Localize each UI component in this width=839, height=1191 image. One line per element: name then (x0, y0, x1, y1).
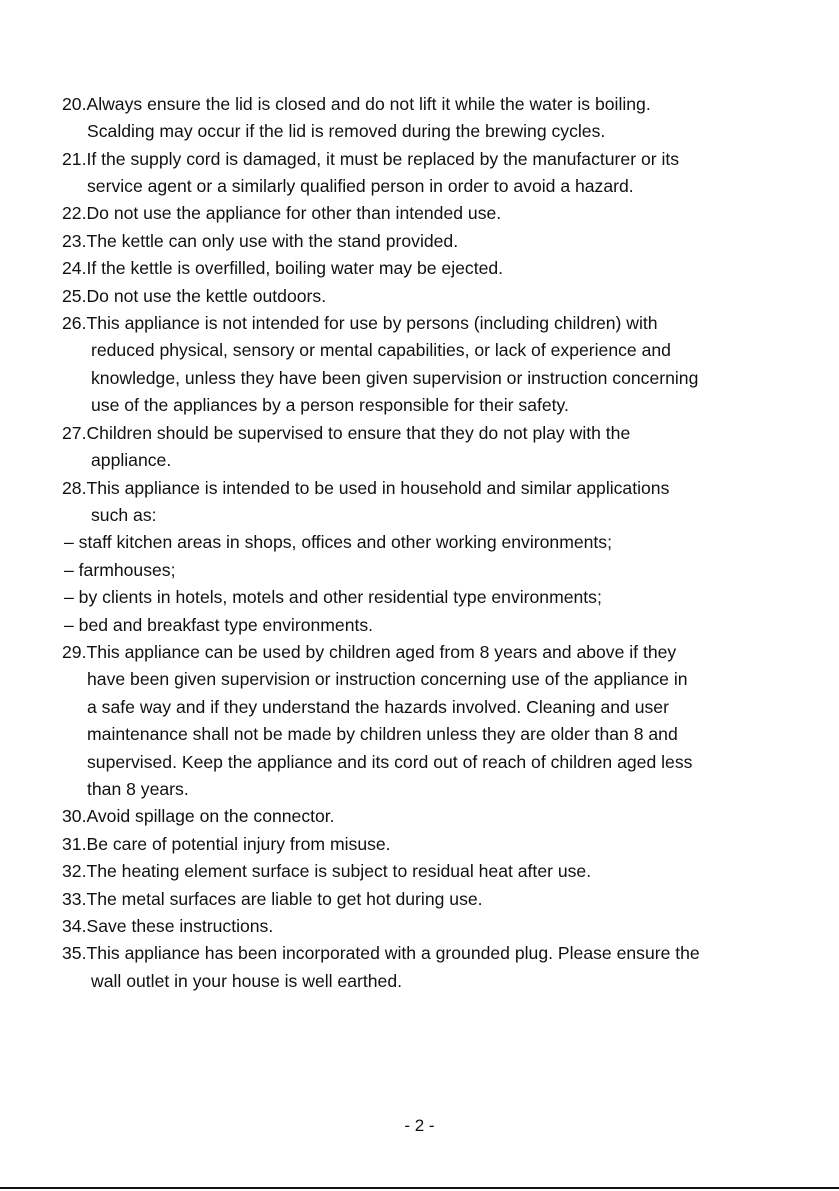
instruction-26-line-1: 26.This appliance is not intended for use by persons (including children) with (62, 313, 658, 333)
instruction-23: 23.The kettle can only use with the stand provided. (62, 231, 459, 251)
instruction-32: 32.The heating element surface is subject to residual heat after use. (62, 861, 592, 881)
instruction-24: 24.If the kettle is overfilled, boiling water may be ejected. (62, 258, 504, 278)
bullet-clients-hotels: – by clients in hotels, motels and other residential type environments; (64, 587, 602, 607)
instruction-35-line-2: wall outlet in your house is well earthed. (91, 971, 402, 991)
instruction-25: 25.Do not use the kettle outdoors. (62, 286, 327, 306)
instruction-35-line-1: 35.This appliance has been incorporated with a grounded plug. Please ensure the (62, 943, 700, 963)
instruction-26-line-2: reduced physical, sensory or mental capabilities, or lack of experience and (91, 340, 671, 360)
instruction-22: 22.Do not use the appliance for other than intended use. (62, 203, 502, 223)
instruction-31: 31.Be care of potential injury from misuse. (62, 834, 391, 854)
instruction-29-line-6: than 8 years. (87, 779, 189, 799)
instruction-27-line-1: 27.Children should be supervised to ensure that they do not play with the (62, 423, 631, 443)
instruction-29-line-4: maintenance shall not be made by children unless they are older than 8 and (87, 724, 678, 744)
instruction-20-line-1: 20.Always ensure the lid is closed and do not lift it while the water is boiling. (62, 94, 651, 114)
instruction-29-line-1: 29.This appliance can be used by children aged from 8 years and above if they (62, 642, 677, 662)
instruction-27-line-2: appliance. (91, 450, 172, 470)
instruction-29-line-2: have been given supervision or instruction concerning use of the appliance in (87, 669, 688, 689)
instruction-26-line-3: knowledge, unless they have been given supervision or instruction concerning (91, 368, 699, 388)
instruction-21-line-2: service agent or a similarly qualified person in order to avoid a hazard. (87, 176, 634, 196)
instruction-28-line-2: such as: (91, 505, 157, 525)
instruction-29-line-5: supervised. Keep the appliance and its cord out of reach of children aged less (87, 752, 693, 772)
bullet-bed-breakfast: – bed and breakfast type environments. (64, 615, 374, 635)
bullet-farmhouses: – farmhouses; (64, 560, 176, 580)
bottom-border-rule (0, 1187, 839, 1189)
instruction-33: 33.The metal surfaces are liable to get hot during use. (62, 889, 483, 909)
instruction-21-line-1: 21.If the supply cord is damaged, it must be replaced by the manufacturer or its (62, 149, 680, 169)
instruction-28-line-1: 28.This appliance is intended to be used in household and similar applications (62, 478, 670, 498)
instruction-20-line-2: Scalding may occur if the lid is removed during the brewing cycles. (87, 121, 606, 141)
instruction-30: 30.Avoid spillage on the connector. (62, 806, 335, 826)
instruction-26-line-4: use of the appliances by a person responsible for their safety. (91, 395, 569, 415)
bullet-staff-kitchen: – staff kitchen areas in shops, offices and other working environments; (64, 532, 612, 552)
instruction-29-line-3: a safe way and if they understand the hazards involved. Cleaning and user (87, 697, 669, 717)
page-number: - 2 - (404, 1116, 435, 1135)
instruction-34: 34.Save these instructions. (62, 916, 274, 936)
